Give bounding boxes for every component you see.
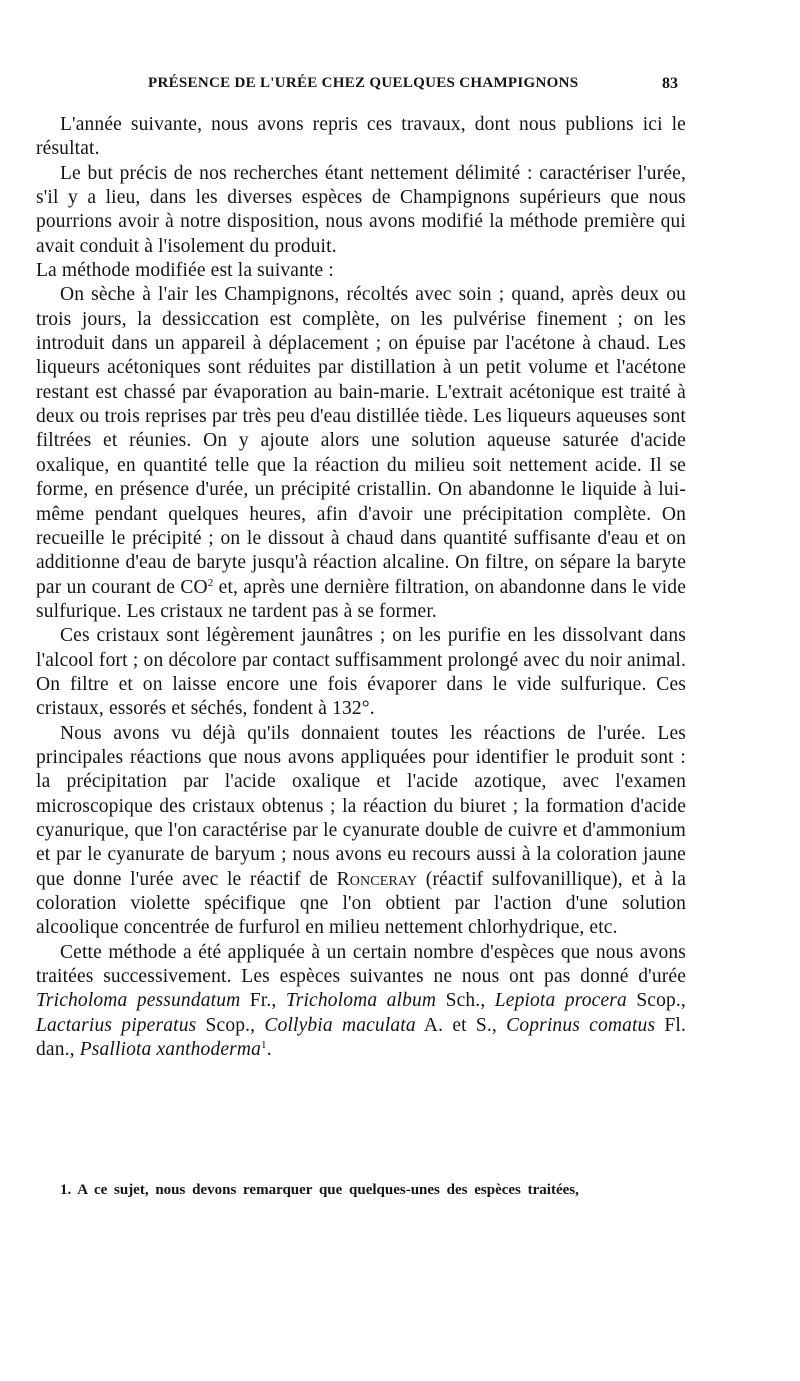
paragraph-species: Cette méthode a été appliquée à un certain nombre d'espèces que nous avons traitées successivement. Les espèces suivantes ne nous ont pas donné d'urée Tricholoma pessundatum Fr., Tricholoma album Sch., Lepiota procera Scop., Lactarius piperatus Scop., Collybia maculata A. et S., Coprinus comatus Fl. dan., Psalliota xanthoderma$^1$. — [36, 941, 686, 1061]
footnote-number: 1. — [60, 1182, 72, 1198]
species-author: Scop., — [205, 1014, 256, 1036]
reactions-text: Nous avons vu déjà qu'ils donnaient toutes les réactions de l'urée. Les principales réactions que nous avons appliquées pour identifier le produit sont : la précipitation par l'acide oxalique et l'acide azotique, avec l'examen microscopique des cristaux obtenus ; la réaction du biuret ; la formation d'acide cyanurique, que l'on caractérise par le cyanurate double de cuivre et d'ammonium et par le cyanurate de baryum ; nous avons eu recours aussi à la coloration jaune que donne l'urée avec le réactif de — [36, 722, 686, 890]
species-author: Scop., — [636, 990, 686, 1012]
footnote-text: A ce sujet, nous devons remarquer que quelques-unes des espèces traitées, — [77, 1182, 579, 1198]
species-name: Tricholoma pessundatum — [36, 990, 241, 1012]
co2-formula: $CO^2$ — [180, 576, 214, 598]
species-name: Psalliota xanthoderma — [79, 1039, 262, 1061]
species-author: Fl. dan., — [36, 1014, 686, 1061]
procedure-text: On sèche à l'air les Champignons, récoltés avec soin ; quand, après deux ou trois jours, la dessiccation est complète, on les pulvérise finement ; on les introduit dans un appareil à déplacement ; on épuise par l'acétone à chaud. Les liqueurs acétoniques sont réduites par distillation à un petit volume et l'acétone restant est chassé par évaporation au bain-marie. L'extrait acétonique est traité à deux ou trois reprises par très peu d'eau distillée tiède. Les liqueurs aqueuses sont filtrées et réunies. On y ajoute alors une solution aqueuse saturée d'acide oxalique, en quantité telle que la réaction du milieu soit nettement acide. Il se forme, en présence d'urée, un précipité cristallin. On abandonne le liquide à lui-même pendant quelques heures, afin d'avoir une précipitation complète. On recueille le précipité ; on le dissout à chaud dans quantité suffisante d'eau et on additionne d'eau de baryte jusqu'à réaction alcaline. On filtre, on sépare la baryte par un courant de — [36, 284, 686, 598]
species-name: Lepiota procera — [494, 990, 627, 1012]
paragraph-procedure — [36, 283, 686, 624]
species-author: Fr., — [249, 990, 277, 1012]
procedure-text-end: et, après une dernière filtration, on abandonne dans le vide sulfurique. Les cristaux ne tardent pas à se former. — [36, 576, 687, 622]
paragraph-crystals: Ces cristaux sont légèrement jaunâtres ; on les purifie en les dissolvant dans l'alcool fort ; on décolore par contact suffisamment prolongé avec du noir animal. On filtre et on laisse encore une fois évaporer dans le vide sulfurique. Ces cristaux, essorés et séchés, fondent à 132°. — [36, 625, 686, 720]
species-name: Coprinus comatus — [506, 1014, 656, 1036]
running-header — [148, 75, 688, 99]
species-name: Collybia maculata — [264, 1014, 416, 1036]
species-name: Lactarius piperatus — [36, 1014, 197, 1036]
author-ronceray: Ronceray — [336, 868, 418, 890]
body-text — [36, 113, 686, 1062]
reactions-text-end: (réactif sulfovanillique), et à la coloration violette spécifique qne l'on obtient par l'action d'une solution alcoolique concentrée de furfurol en milieu nettement chlorhydrique, etc. — [36, 868, 687, 939]
paragraph-reactions — [36, 722, 686, 941]
paragraph-method-heading: La méthode modifiée est la suivante : — [36, 260, 334, 282]
species-name: Tricholoma album — [285, 990, 437, 1012]
footnote-mark[interactable]: 1 — [261, 1039, 267, 1052]
paragraph-intro: L'année suivante, nous avons repris ces travaux, dont nous publions ici le résultat. — [36, 114, 686, 160]
paragraph-aim: Le but précis de nos recherches étant nettement délimité : caractériser l'urée, s'il y a lieu, dans les diverses espèces de Champignons supérieurs que nous pourrions avoir à notre disposition, nous avons modifié la méthode première qui avait conduit à l'isolement du produit. — [36, 162, 686, 257]
species-intro: Cette méthode a été appliquée à un certain nombre d'espèces que nous avons traitées successivement. Les espèces suivantes ne nous ont pas donné d'urée — [36, 941, 686, 988]
page-number: 83 — [662, 75, 678, 92]
footnote — [60, 1180, 700, 1200]
species-author: A. et S., — [423, 1014, 497, 1036]
species-author: Sch., — [445, 990, 486, 1012]
running-title: PRÉSENCE DE L'URÉE CHEZ QUELQUES CHAMPIGNONS — [148, 75, 579, 91]
